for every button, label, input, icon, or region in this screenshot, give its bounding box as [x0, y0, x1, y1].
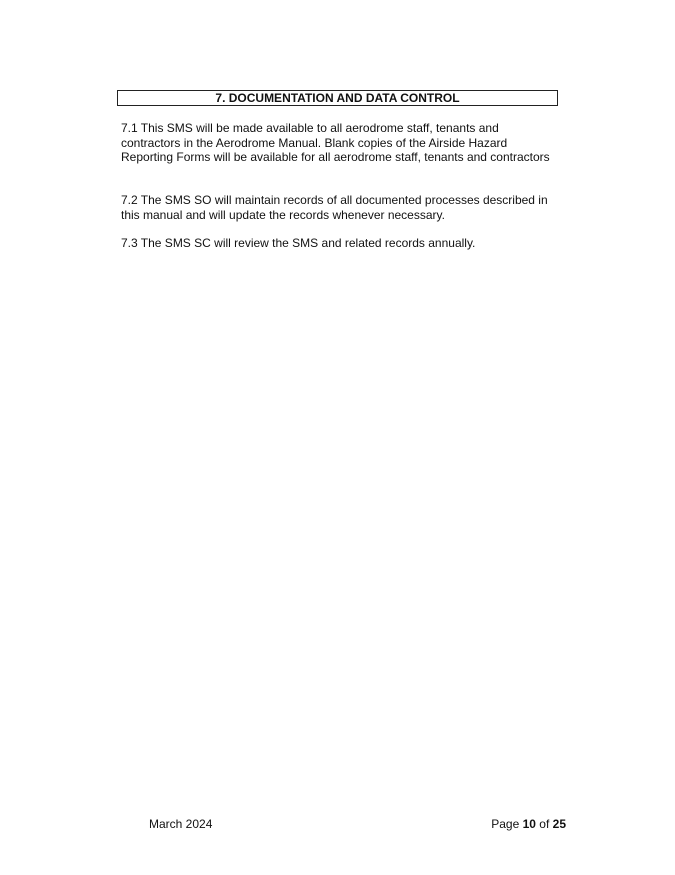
paragraph-7-3: 7.3 The SMS SC will review the SMS and related records annually.	[121, 236, 476, 250]
footer-date: March 2024	[149, 817, 213, 831]
footer-page-number	[470, 817, 566, 831]
section-heading: 7. DOCUMENTATION AND DATA CONTROL	[117, 90, 558, 106]
page-of: of	[535, 817, 553, 831]
page-total: 25	[552, 817, 566, 831]
paragraph-7-1: 7.1 This SMS will be made available to all aerodrome staff, tenants and contractors in the Aerodrome Manual. Blank copies of the Airside Hazard Reporting Forms will be available for all aerodrome staff, tenants and contractors	[121, 121, 550, 165]
page-prefix: Page	[491, 817, 523, 831]
paragraph-7-2: 7.2 The SMS SO will maintain records of all documented processes described in this manual and will update the records whenever necessary.	[121, 193, 548, 222]
page-current: 10	[522, 817, 536, 831]
